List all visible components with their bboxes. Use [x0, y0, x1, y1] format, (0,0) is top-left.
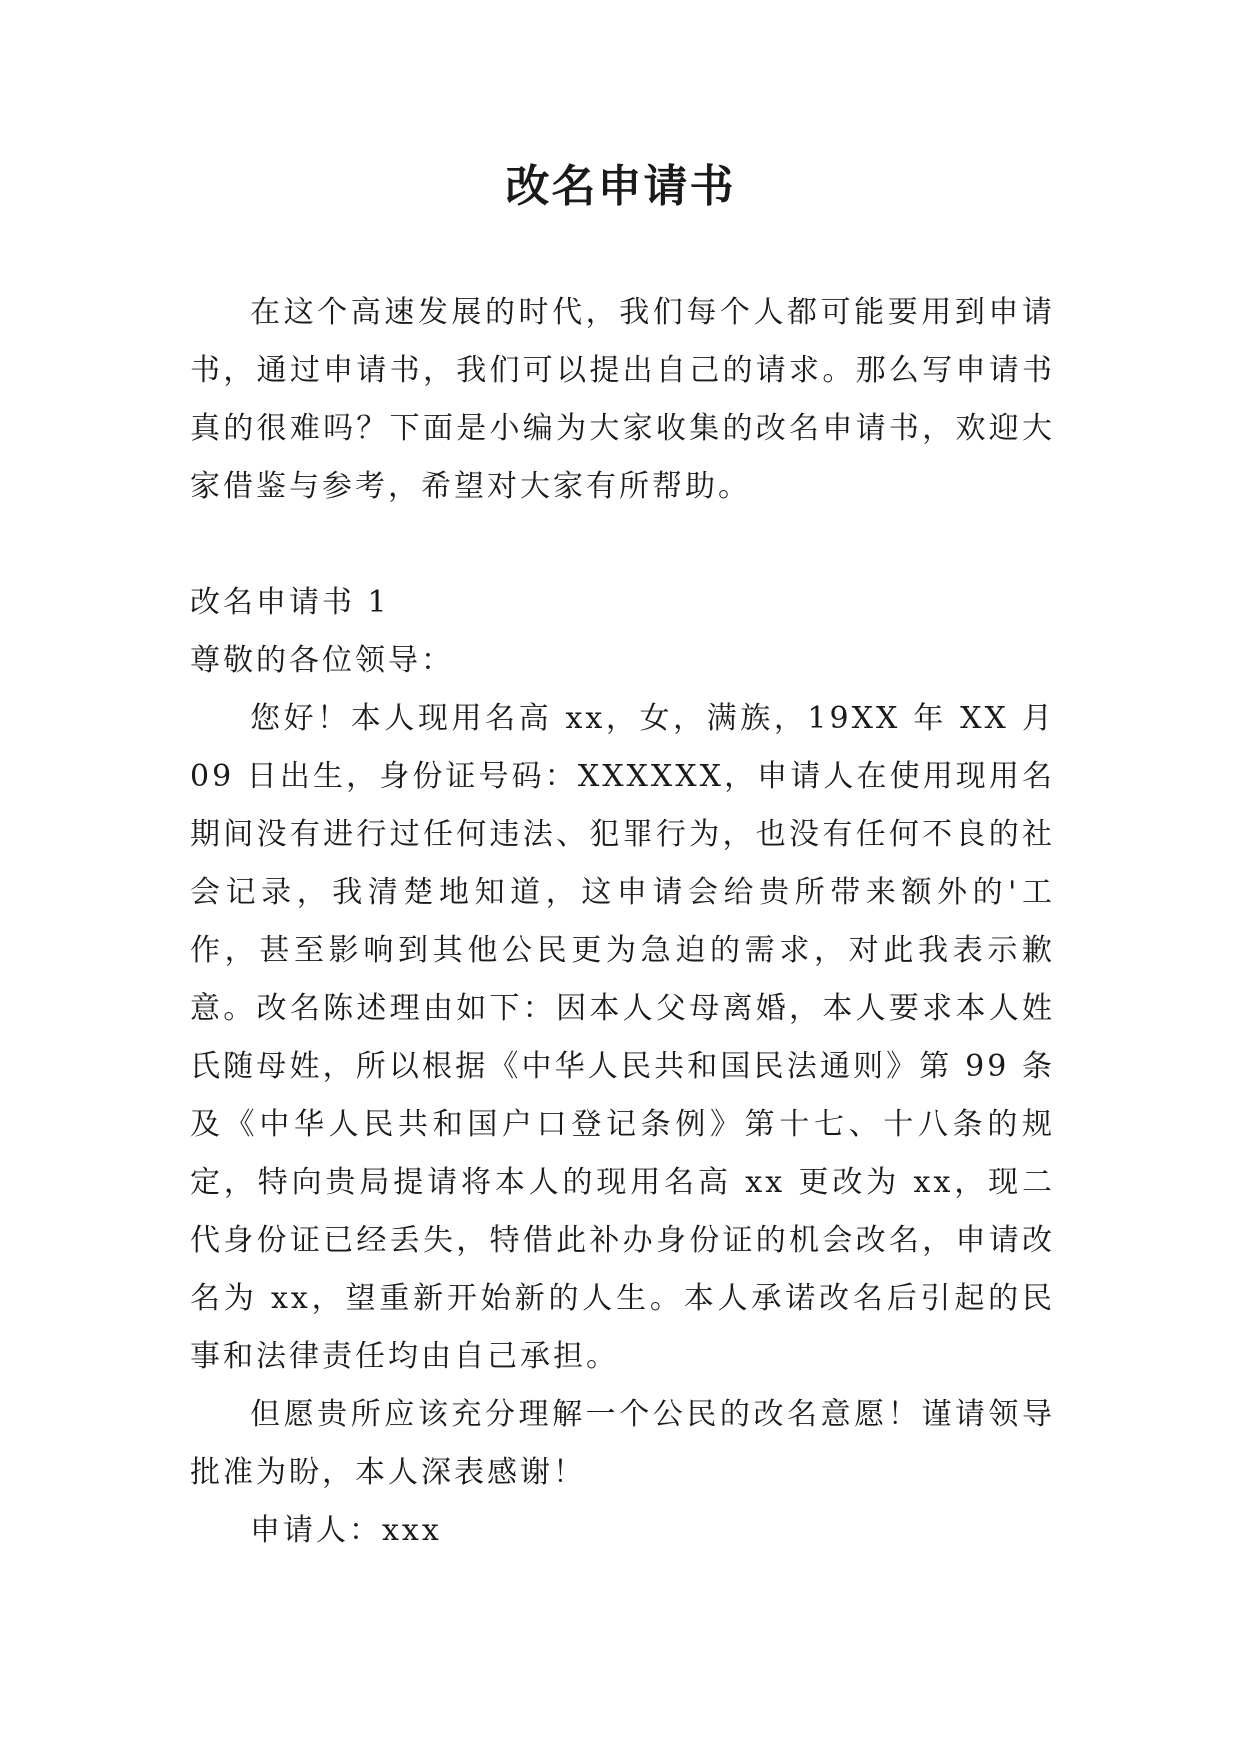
salutation: 尊敬的各位领导： — [190, 643, 454, 678]
body-paragraph-1: 您好！本人现用名高 xx，女，满族，19XX 年 XX 月 09 日出生，身份证号码：XXXXXX，申请人在使用现用名期间没有进行过任何违法、犯罪行为，也没有任何不良的社会记录，我清楚地知道，这申请会给贵所带来额外的'工作，甚至影响到其他公民更为急迫的需求，对此我表示歉意。改名陈述理由如下：因本人父母离婚，本人要求本人姓氏随母姓，所以根据《中华人民共和国民法通则》第 99 条及《中华人民共和国户口登记条例》第十七、十八条的规定，特向贵局提请将本人的现用名高 xx 更改为 xx，现二代身份证已经丢失，特借此补办身份证的机会改名，申请改名为 xx，望重新开始新的人生。本人承诺改名后引起的民事和法律责任均由自己承担。 — [190, 701, 1055, 1374]
section-heading: 改名申请书 1 — [190, 585, 390, 620]
body-paragraph-2: 但愿贵所应该充分理解一个公民的改名意愿！谨请领导批准为盼，本人深表感谢！ — [190, 1397, 1055, 1490]
applicant-line: 申请人：xxx — [250, 1513, 442, 1548]
paragraph-gap — [190, 516, 1055, 574]
document-title: 改名申请书 — [505, 161, 736, 212]
intro-paragraph: 在这个高速发展的时代，我们每个人都可能要用到申请书，通过申请书，我们可以提出自己的请求。那么写申请书真的很难吗？下面是小编为大家收集的改名申请书，欢迎大家借鉴与参考，希望对大家有所帮助。 — [190, 295, 1055, 504]
document-body — [190, 284, 1055, 1560]
